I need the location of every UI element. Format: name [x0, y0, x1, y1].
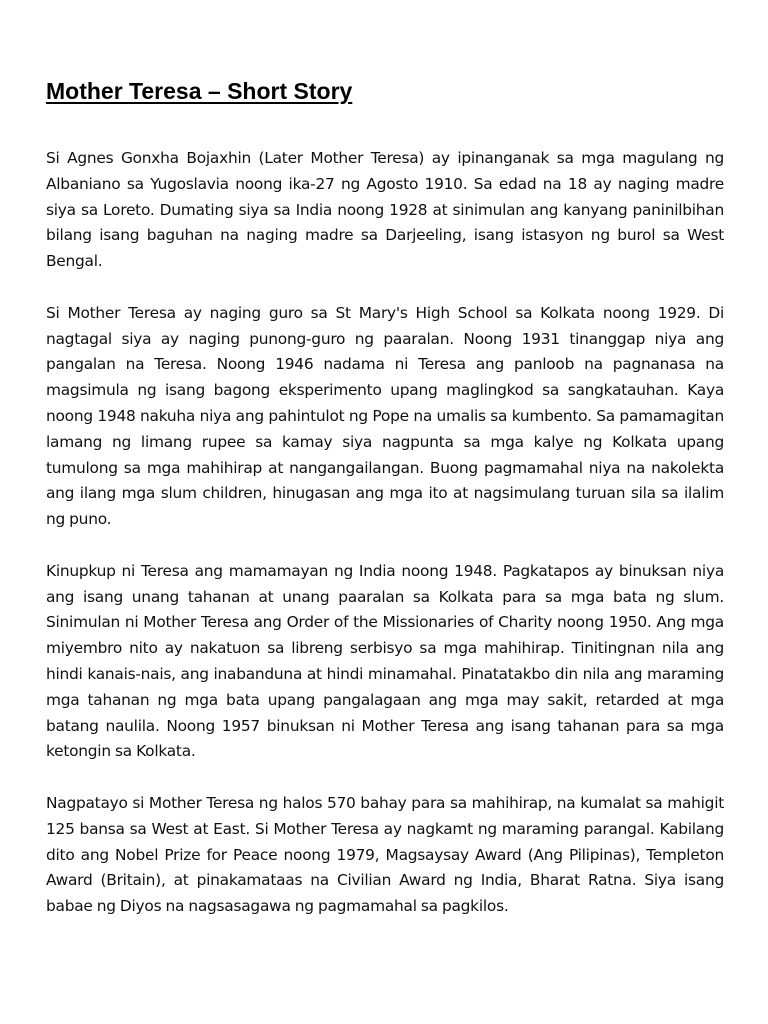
paragraph-1: Si Agnes Gonxha Bojaxhin (Later Mother Teresa) ay ipinanganak sa mga magulang ng Albaniano sa Yugoslavia noong ika-27 ng Agosto 1910. Sa edad na 18 ay naging madre siya sa Loreto. Dumating siya sa India noong 1928 at sinimulan ang kanyang paninilbihan bilang isang baguhan na naging madre sa Darjeeling, isang istasyon ng burol sa West Bengal. [46, 149, 724, 271]
document-title: Mother Teresa – Short Story [46, 78, 353, 104]
paragraph-2: Si Mother Teresa ay naging guro sa St Mary's High School sa Kolkata noong 1929. Di nagtagal siya ay naging punong-guro ng paaralan. Noong 1931 tinanggap niya ang pangalan na Teresa. Noong 1946 nadama ni Teresa ang panloob na pagnanasa na magsimula ng isang bagong eksperimento upang maglingkod sa sangkatauhan. Kaya noong 1948 nakuha niya ang pahintulot ng Pope na umalis sa kumbento. Sa pamamagitan lamang ng limang rupee sa kamay siya nagpunta sa mga kalye ng Kolkata upang tumulong sa mga mahihirap at nangangailangan. Buong pagmamahal niya na nakolekta ang ilang mga slum children, hinugasan ang mga ito at nagsimulang turuan sila sa ilalim ng puno. [46, 303, 724, 529]
paragraph-3: Kinupkup ni Teresa ang mamamayan ng India noong 1948. Pagkatapos ay binuksan niya ang isang unang tahanan at unang paaralan sa Kolkata para sa mga bata ng slum. Sinimulan ni Mother Teresa ang Order of the Missionaries of Charity noong 1950. Ang mga miyembro nito ay nakatuon sa libreng serbisyo sa mga mahihirap. Tinitingnan nila ang hindi kanais-nais, ang inabanduna at hindi minamahal. Pinatatakbo din nila ang maraming mga tahanan ng mga bata upang pangalagaan ang mga may sakit, retarded at mga batang naulila. Noong 1957 binuksan ni Mother Teresa ang isang tahanan para sa mga ketongin sa Kolkata. [46, 561, 724, 761]
paragraph-4: Nagpatayo si Mother Teresa ng halos 570 bahay para sa mahihirap, na kumalat sa mahigit 125 bansa sa West at East. Si Mother Teresa ay nagkamt ng maraming parangal. Kabilang dito ang Nobel Prize for Peace noong 1979, Magsaysay Award (Ang Pilipinas), Templeton Award (Britain), at pinakamataas na Civilian Award ng India, Bharat Ratna. Siya isang babae ng Diyos na nagsasagawa ng pagmamahal sa pagkilos. [46, 793, 724, 916]
document-body [46, 146, 724, 946]
